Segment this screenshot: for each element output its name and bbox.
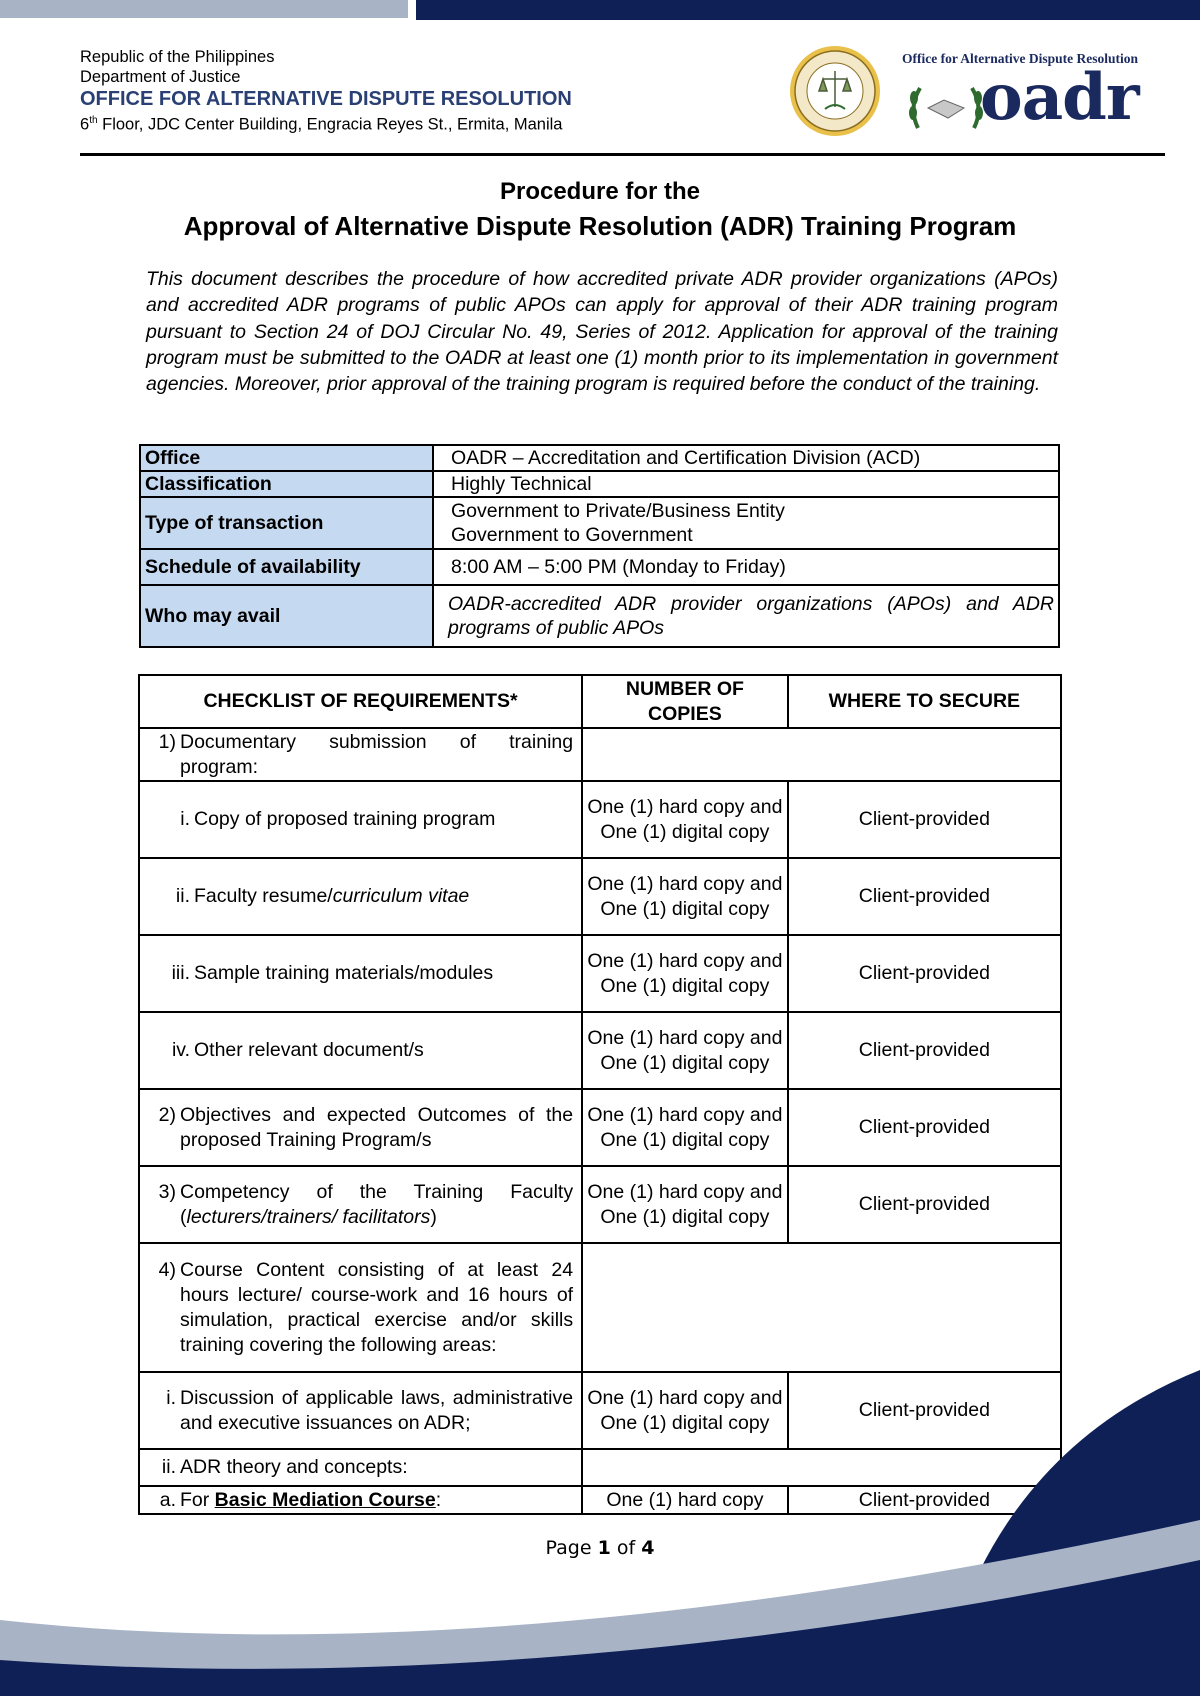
table-row: iii. Sample training materials/modules One (1) hard copy and One (1) digital copy Client-provided: [139, 935, 1061, 1012]
table-row: 1) Documentary submission of training program:: [139, 728, 1061, 781]
table-row: 4) Course Content consisting of at least 24 hours lecture/ course-work and 16 hours of simulation, practical exercise and/or skills training covering the following areas:: [139, 1243, 1061, 1372]
footer-swoosh: [0, 1370, 1200, 1696]
office-value: OADR – Accreditation and Certification Division (ACD): [433, 445, 1059, 471]
table-row: ii. ADR theory and concepts:: [139, 1449, 1061, 1486]
col-header-where: WHERE TO SECURE: [788, 675, 1061, 728]
handshake-wreath-icon: [906, 78, 986, 138]
table-row: a. For Basic Mediation Course: One (1) hard copy Client-provided: [139, 1486, 1061, 1514]
info-table: [139, 444, 1060, 648]
header-divider: [80, 153, 1165, 156]
schedule-value: 8:00 AM – 5:00 PM (Monday to Friday): [433, 549, 1059, 585]
transaction-value: Government to Private/Business Entity Government to Government: [433, 497, 1059, 549]
schedule-label: Schedule of availability: [140, 549, 433, 585]
classification-label: Classification: [140, 471, 433, 497]
header-navy-bar: [416, 0, 1200, 20]
doj-seal-icon: [789, 45, 881, 137]
oadr-logo-word: oadr: [980, 60, 1139, 135]
table-row: ii. Faculty resume/curriculum vitae One (1) hard copy and One (1) digital copy Client-provided: [139, 858, 1061, 935]
republic-line: Republic of the Philippines: [80, 48, 275, 66]
office-label: Office: [140, 445, 433, 471]
header-light-bar: [0, 0, 408, 18]
letterhead: [80, 47, 572, 135]
page-title-line2: Approval of Alternative Dispute Resolution (ADR) Training Program: [183, 211, 1017, 241]
who-label: Who may avail: [140, 585, 433, 647]
table-row: iv. Other relevant document/s One (1) hard copy and One (1) digital copy Client-provided: [139, 1012, 1061, 1089]
col-header-checklist: CHECKLIST OF REQUIREMENTS*: [139, 675, 582, 728]
page-title-line1: Procedure for the: [499, 178, 701, 205]
table-row: 2) Objectives and expected Outcomes of the proposed Training Program/s One (1) hard copy and One (1) digital copy Client-provided: [139, 1089, 1061, 1166]
address-line: 6th Floor, JDC Center Building, Engracia Reyes St., Ermita, Manila: [80, 115, 563, 134]
intro-paragraph: This document describes the procedure of how accredited private ADR provider organizations (APOs) and accredited ADR programs of public APOs can apply for approval of their ADR training program pursuant to Section 24 of DOJ Circular No. 49, Series of 2012. Application for approval of the training program must be submitted to the OADR at least one (1) month prior to its implementation in government agencies. Moreover, prior approval of the training program is required before the conduct of the training.: [146, 268, 1058, 396]
table-row: i. Copy of proposed training program One (1) hard copy and One (1) digital copy Client-provided: [139, 781, 1061, 858]
table-row: 3) Competency of the Training Faculty (lecturers/trainers/ facilitators) One (1) hard copy and One (1) digital copy Client-provided: [139, 1166, 1061, 1243]
page-number: Page 1 of 4: [545, 1537, 655, 1559]
col-header-copies: NUMBER OF COPIES: [582, 675, 788, 728]
department-line: Department of Justice: [80, 68, 241, 86]
who-value: OADR-accredited ADR provider organizations (APOs) and ADR programs of public APOs: [433, 585, 1059, 647]
office-name: OFFICE FOR ALTERNATIVE DISPUTE RESOLUTION: [80, 88, 572, 110]
transaction-label: Type of transaction: [140, 497, 433, 549]
table-row: i. Discussion of applicable laws, administrative and executive issuances on ADR; One (1) hard copy and One (1) digital copy Client-provided: [139, 1372, 1061, 1449]
oadr-tagline: Office for Alternative Dispute Resolution: [902, 51, 1138, 66]
classification-value: Highly Technical: [433, 471, 1059, 497]
